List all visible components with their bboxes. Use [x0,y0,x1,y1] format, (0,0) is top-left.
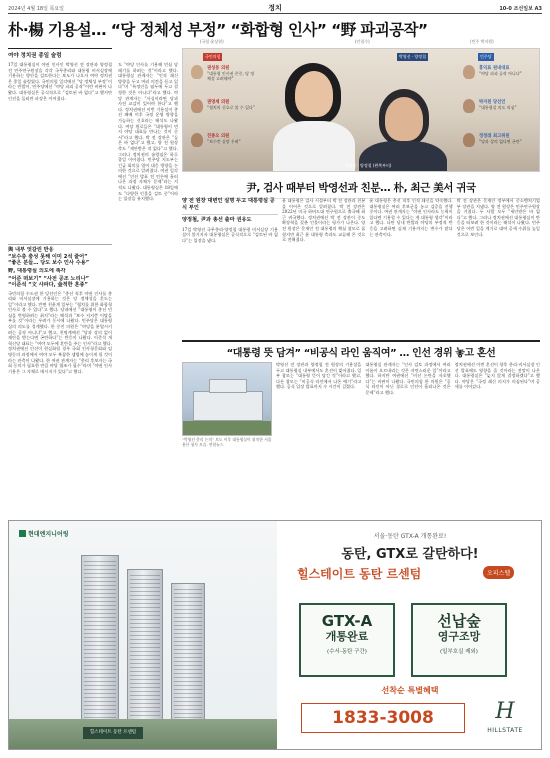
column-heading: 여야 정치권 종일 술렁 [8,48,112,59]
masthead [8,2,542,14]
quote-name: 박지원 당선인 [479,100,506,105]
quote-left-2 [207,99,257,110]
trees-shape [9,719,277,750]
column2-body-text: 도 “야당 인사를 기용해 민심 달래기를 하려는 것”이라고 했다. 대통령실 관계자는 “인적 쇄신 방향을 두고 여러 의견을 듣고 있다”며 “특정인을 염두에 두고 결정한 것은 아니다”라고 했다. 야당 관계자는 “사실이라면 당과 사전 교감이 있어야 한다”고 했다. 정치권에선 이번 기용설이 총선 패배 이후 국정 운영 방향을 가늠하는 신호라는 해석도 나왔다. 여당 원로들은 “대통령이 먼저 야당 대표를 만나는 것이 순서”라고 했다. 박 전 장관은 “들은 바 없다”고 했고, 양 전 원장 측도 “제안받은 적 없다”고 했다. 그러나 정치권의 술렁임은 하루 종일 이어졌다. 민주당 지도부는 긴급 회의를 열어 대응 방향을 논의한 것으로 알려졌다. 여권 일각에선 “인선 발표 전 언론에 흘러나온 과정 자체가 문제”라는 지적도 나왔다. 대통령실은 18일에도 “다양한 인물을 검토 중”이라는 입장을 유지했다. [118,62,178,202]
face-shape [385,97,423,141]
subhead: 野, 대통령실 의도에 촉각 [8,268,66,274]
party-label-right: 민주당 [480,54,492,59]
feature-big: GTX-A [321,612,373,630]
subhead: “이준석 “文 사파다, 金적한 혼종” [8,282,88,288]
ad-sign: 힐스테이트 동탄 르센텀 [83,727,143,739]
portrait-icon [463,65,475,79]
second-article-columns [276,362,540,512]
brand-logo-icon [19,530,26,537]
article-column: 박영선 전 장관과 양정철 전 원장의 기용설을 두고 대통령실 내부에서도 혼선이 빚어졌다. 일부 참모는 “대통령 뜻이 담긴 것”이라고 했고, 다른 참모는 “비공식 라인에서 나온 얘기”라고 했다. 공식 입장 발표까지 수 시간이 걸렸다. [276,362,362,390]
body-paragraph: 국민의힘 수도권 한 당선인은 “총선 직후 야권 인사를 총리와 비서실장에 기용하는 것은 당 정체성을 흔드는 일”이라고 했다. 반면 친윤계 일부는 “협치를 위한 화합형 인사로 볼 수 있다”고 했다. 당내에선 “대통령이 총선 민심을 반영하려는 취지”라는 해석과 “보수 지지층 이탈을 부를 것”이라는 우려가 동시에 나왔다. 민주당은 대통령실의 의도를 경계했다. 한 중진 의원은 “야당을 분열시키려는 공작 아니냐”고 했고, 친명계에선 “당과 상의 없이 제안을 받는다면 곤란하다”는 반응이 나왔다. 이준석 개혁신당 대표는 “여야 모두에 혼란을 주는 인사”라고 했다. 정치권에선 인선이 현실화될 경우 국회 인사청문회와 임명동의 과정에서 여야 모두 복잡한 셈법에 놓이게 될 것이라는 관측이 나왔다. 한 여권 관계자는 “총리 후보자는 국회 동의가 필요한 만큼 야당 협조가 필수”라며 “야권 인사 기용은 그 자체로 메시지가 있다”고 했다. [8,290,112,374]
building-photo [182,362,272,436]
ad-feature-box [411,603,507,677]
second-headline: “대통령 뜻 담겨” “비공식 라인 움직여” … 인선 경위 놓고 혼선 [182,340,540,359]
party-label-left: 국민의힘 [205,54,221,59]
column-body-text [8,268,112,512]
face-shape [295,71,333,117]
portrait-icon [463,133,475,147]
quote-name: 진종오 의원 [207,134,230,139]
portrait-icon [191,99,203,113]
ad-tagline-big: 동탄, GTX로 갈탄하다! [341,547,479,562]
advertisement [8,520,542,750]
portrait-icon [463,99,475,113]
tower-shape [171,583,205,725]
credit-1: (국힘 윤상현) [200,39,224,44]
subhead: 與 내부 엇갈린 반응 [8,244,112,254]
quote-text: “야당 파괴 공작 아니냐” [479,71,522,76]
portrait-icon [191,133,203,147]
issue-date: 2024년 4월 18일 목요일 [8,6,65,12]
ad-tagline-small: 서울·동탄 GTX-A 개통완료! [373,533,447,540]
quote-right-2 [479,99,537,110]
brand-name: 현대엔지니어링 [28,531,69,538]
ad-image-panel [9,521,277,750]
quote-text: “협치의 신호로 볼 수 있다” [207,105,255,110]
quote-text: “당과 상의 없다면 곤란” [479,139,522,144]
news-photo-composite [182,48,540,172]
quote-right-3 [479,133,537,144]
section-name: 정치 [268,4,282,12]
subhead: “보수층 충성 못해 이미 2석 줄어” [8,253,88,260]
article-column: 정치권에선 이번 혼선이 향후 총리·비서실장 인선 발표에도 영향을 줄 것이라는 전망이 나온다. 대통령실은 “늦지 않게 결정하겠다”고 했다. 야당은 “국정 쇄신 의지가 의심된다”며 공세를 이어갔다. [454,362,540,390]
article-column: 박 전 장관은 문재인 정부에서 중소벤처기업부 장관을 지냈다. 양 전 원장은 민주연구원장을 거쳤다. 두 사람 모두 “제안받은 바 없다”고 했다. 그러나 정치권에선 대통령실이 반응을 떠보려 한 것이라는 해석이 나왔다. 민주당은 이번 일을 계기로 대여 공세 수위를 높일 것으로 보인다. [456,198,540,237]
ad-title: 힐스테이트 동탄 르센텀 [297,567,422,581]
article-columns [282,198,540,332]
lead-body: 17일 박영선 국무총리·양정철 대통령 비서실장 기용설이 불거지자 대통령실은 공식적으로 “검토된 바 없다”는 입장을 냈다. [182,226,278,243]
center-label: 박영선 · 양정철 [399,54,426,59]
lead-box [182,198,278,331]
ad-logo-text: HILLSTATE [487,727,523,734]
subhead: “좋은 분들… 당도 보수 인사 수용” [8,260,90,266]
photo-caption: 박영선 · 양정철 (왼쪽부터) [344,163,392,168]
column-subheads [8,244,112,267]
credit-2: (안철수) [355,39,370,44]
hillstate-logo-icon: H [495,699,515,724]
main-headline: 朴·楊 기용설… “당 정체성 부정” “화합형 인사” “野 파괴공작” [8,21,428,39]
article-column: 윤 대통령은 총선 직후 인적 쇄신을 약속했다. 대통령실은 여러 후보군을 놓고 검증을 진행 중이다. 여권 관계자는 “야권 인사라도 능력이 있다면 기용할 수 있다는 게 대통령 생각”이라고 했다. 다만 당내 반발과 야당의 부정적 반응을 고려하면 실제 기용까지는 변수가 많다는 관측이다. [369,198,453,237]
feature-mid: 영구조망 [437,630,481,643]
tower-shape [81,555,119,725]
lead-subhead: 양 전 원장 대변인 실명 두고 대통령실 공식 부인 [182,198,275,211]
tower-shape [127,569,163,725]
quote-text: “보수층 실망 우려” [207,139,241,144]
feature-small: (수서-동탄 구간) [327,649,367,655]
quote-name: 정청래 최고위원 [479,134,510,139]
subhead: “어준 떠보기” “사전 공조 노리나” [8,275,89,282]
quote-text: “대통령실 의도 의심” [479,105,517,110]
credit-3: (민주 박지원) [470,39,494,44]
quote-text: “대통령 인사권 존중, 당 정체성 고려해야” [207,71,255,81]
quote-left-1 [207,65,257,81]
lawn-shape [183,421,271,436]
quote-name: 홍익표 원내대표 [479,66,510,71]
feature-mid: 개통완료 [325,630,369,643]
feature-big: 선납숲 [437,612,481,630]
sub-headline: 尹, 검사 때부터 박영선과 친분… 朴, 최근 美서 귀국 [182,180,540,199]
quote-right-1 [479,65,537,76]
ad-badge: 오피스텔 [483,566,514,579]
column-lead-text: 17일 대통령실이 야권 인사인 박영선 전 장관과 양정철 전 민주연구원장을 각각 국무총리와 대통령 비서실장에 기용하는 방안을 검토한다는 보도가 나오자 여야 정치권은 종일 술렁였다. 국민의힘 일각에선 “당 정체성 부정”이라는 반발이, 민주당에선 “야당 파괴 공작”이란 비판이 나왔다. 대통령실은 공식적으로 “검토된 바 없다”고 했지만 인선을 둘러싼 파장은 이어졌다. [8,62,112,101]
photo-caption: “박영선 총리 논의” 보도 이후 대통령실이 위치한 서울 용산 청사 모습. 연합뉴스 [182,437,272,447]
quote-name: 권성동 의원 [207,66,230,71]
ad-text-panel [277,521,542,750]
feature-small: (일부호실 제외) [440,649,478,655]
portrait-icon [191,65,203,79]
building-shape [209,379,247,393]
ad-special: 선착순 특별혜택 [381,686,439,695]
lead-subhead: 양정철, 尹과 총선 출마 권유도 [182,214,278,224]
article-column: 대통령실 관계자는 “인사 검토 과정에서 여러 이름이 오르내리는 것은 자연스러운 일”이라고 했다. 하지만 여권에선 “비선 논란을 자초했다”는 비판이 나왔다. 국민의힘 한 의원은 “공식 라인이 아닌 경로로 인선이 흘러나온 것은 문제”라고 했다. [365,362,451,395]
ad-phone: 1833-3008 [301,703,465,733]
quote-left-3 [207,133,257,144]
page-id: 10-0 조선일보 A3 [499,6,542,12]
ad-feature-box [299,603,395,677]
building-shape [193,391,263,421]
article-column: 윤 대통령은 검사 시절부터 박 전 장관과 친분을 이어온 것으로 알려졌다. 박 전 장관은 2022년 미국 하버드대 연구원으로 출국해 최근 귀국했다. 정치권에선 박 전 장관이 중도 확장력을 갖춘 인물이라는 평가가 나온다. 양 전 원장은 문재인 전 대통령의 핵심 참모로 꼽혔지만 최근 윤 대통령 측과도 교류해 온 것으로 전해졌다. [282,198,366,243]
ad-brand [19,529,69,538]
quote-name: 권영세 의원 [207,100,230,105]
